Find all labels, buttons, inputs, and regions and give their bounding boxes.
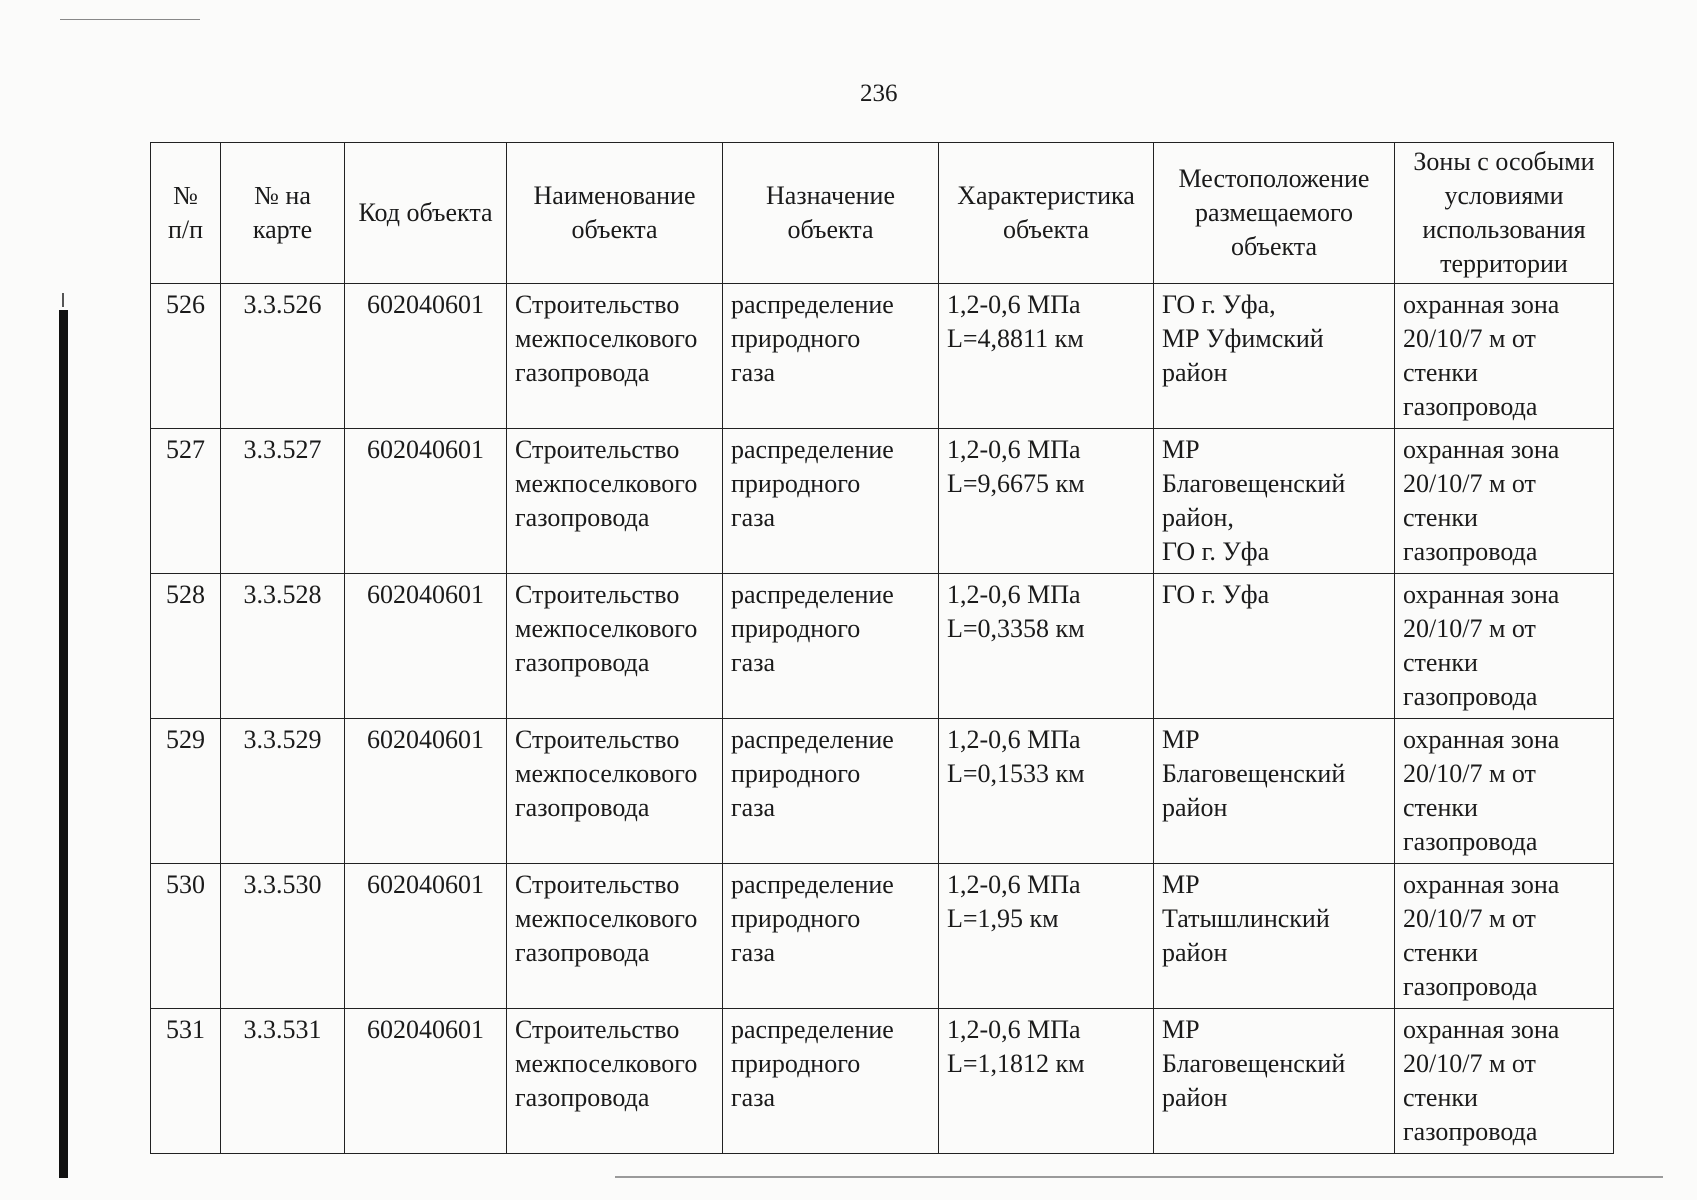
header-row-number: № п/п (151, 143, 221, 284)
cell-special-zones: охранная зона 20/10/7 м от стенки газопровода (1395, 284, 1614, 429)
cell-object-purpose: распределение природного газа (723, 284, 939, 429)
page-number: 236 (860, 80, 898, 107)
table-row (151, 429, 1614, 574)
cell-map-number: 3.3.529 (221, 719, 345, 864)
objects-table (150, 142, 1614, 1154)
cell-object-characteristics: 1,2-0,6 МПа L=0,1533 км (939, 719, 1154, 864)
table-row (151, 574, 1614, 719)
cell-map-number: 3.3.528 (221, 574, 345, 719)
cell-object-purpose: распределение природного газа (723, 429, 939, 574)
cell-row-number: 531 (151, 1009, 221, 1154)
cell-row-number: 528 (151, 574, 221, 719)
cell-object-name: Строительство межпоселкового газопровода (507, 429, 723, 574)
cell-object-characteristics: 1,2-0,6 МПа L=0,3358 км (939, 574, 1154, 719)
cell-object-characteristics: 1,2-0,6 МПа L=1,1812 км (939, 1009, 1154, 1154)
cell-map-number: 3.3.526 (221, 284, 345, 429)
cell-object-location: МР Татышлинский район (1154, 864, 1395, 1009)
cell-object-name: Строительство межпоселкового газопровода (507, 574, 723, 719)
scan-edge-bar (59, 310, 68, 1178)
cell-object-location: МР Благовещенский район (1154, 1009, 1395, 1154)
cell-object-code: 602040601 (345, 1009, 507, 1154)
header-object-code: Код объекта (345, 143, 507, 284)
cell-object-name: Строительство межпоселкового газопровода (507, 864, 723, 1009)
top-rule (60, 19, 200, 20)
cell-object-purpose: распределение природного газа (723, 574, 939, 719)
cell-special-zones: охранная зона 20/10/7 м от стенки газопровода (1395, 864, 1614, 1009)
cell-object-name: Строительство межпоселкового газопровода (507, 1009, 723, 1154)
cell-object-code: 602040601 (345, 864, 507, 1009)
cell-map-number: 3.3.527 (221, 429, 345, 574)
cell-object-purpose: распределение природного газа (723, 1009, 939, 1154)
cell-object-location: МР Благовещенский район, ГО г. Уфа (1154, 429, 1395, 574)
cell-object-characteristics: 1,2-0,6 МПа L=4,8811 км (939, 284, 1154, 429)
cell-object-purpose: распределение природного газа (723, 719, 939, 864)
scan-mark (62, 293, 64, 307)
bottom-rule (615, 1176, 1663, 1178)
cell-object-location: ГО г. Уфа (1154, 574, 1395, 719)
header-object-characteristics: Характеристика объекта (939, 143, 1154, 284)
cell-special-zones: охранная зона 20/10/7 м от стенки газопровода (1395, 1009, 1614, 1154)
cell-special-zones: охранная зона 20/10/7 м от стенки газопровода (1395, 574, 1614, 719)
cell-object-name: Строительство межпоселкового газопровода (507, 284, 723, 429)
cell-object-name: Строительство межпоселкового газопровода (507, 719, 723, 864)
header-object-location: Местоположение размещаемого объекта (1154, 143, 1395, 284)
cell-object-code: 602040601 (345, 429, 507, 574)
header-object-purpose: Назначение объекта (723, 143, 939, 284)
table-row (151, 284, 1614, 429)
cell-map-number: 3.3.531 (221, 1009, 345, 1154)
cell-special-zones: охранная зона 20/10/7 м от стенки газопровода (1395, 719, 1614, 864)
header-special-zones: Зоны с особыми условиями использования территории (1395, 143, 1614, 284)
cell-row-number: 527 (151, 429, 221, 574)
cell-row-number: 530 (151, 864, 221, 1009)
cell-object-code: 602040601 (345, 719, 507, 864)
cell-map-number: 3.3.530 (221, 864, 345, 1009)
cell-object-code: 602040601 (345, 284, 507, 429)
cell-object-characteristics: 1,2-0,6 МПа L=9,6675 км (939, 429, 1154, 574)
cell-object-location: МР Благовещенский район (1154, 719, 1395, 864)
cell-object-purpose: распределение природного газа (723, 864, 939, 1009)
cell-row-number: 526 (151, 284, 221, 429)
cell-object-characteristics: 1,2-0,6 МПа L=1,95 км (939, 864, 1154, 1009)
table-header-row (151, 143, 1614, 284)
cell-object-location: ГО г. Уфа, МР Уфимский район (1154, 284, 1395, 429)
cell-object-code: 602040601 (345, 574, 507, 719)
header-object-name: Наименование объекта (507, 143, 723, 284)
table-row (151, 864, 1614, 1009)
cell-special-zones: охранная зона 20/10/7 м от стенки газопровода (1395, 429, 1614, 574)
table-row (151, 719, 1614, 864)
header-map-number: № на карте (221, 143, 345, 284)
table-row (151, 1009, 1614, 1154)
table-body (151, 284, 1614, 1154)
cell-row-number: 529 (151, 719, 221, 864)
